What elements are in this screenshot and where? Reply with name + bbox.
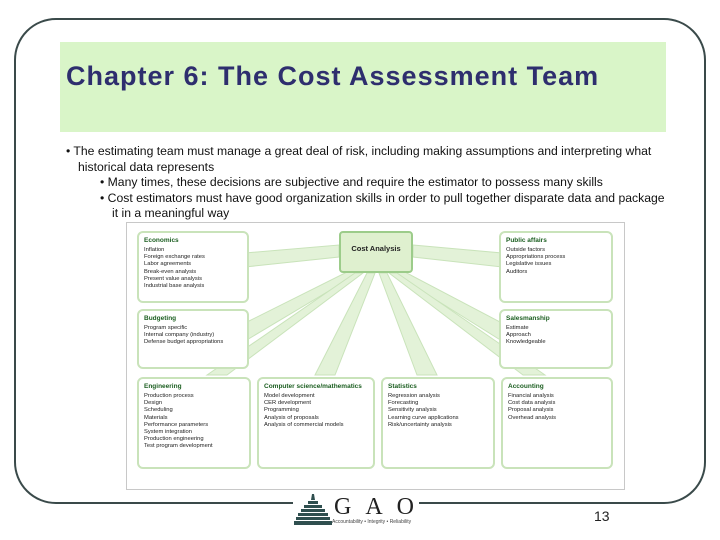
box-item: Analysis of commercial models (264, 421, 344, 428)
box-title: Engineering (144, 383, 182, 390)
box-item: Design (144, 400, 163, 407)
box-item: Model development (264, 393, 315, 399)
slide-title: Chapter 6: The Cost Assessment Team (66, 61, 600, 91)
box-engineering (137, 377, 251, 469)
box-item: Overhead analysis (508, 414, 557, 421)
connector-arrow (245, 245, 339, 267)
box-item: Analysis of proposals (264, 414, 319, 421)
box-title: Economics (144, 237, 179, 244)
box-title: Public affairs (506, 237, 547, 244)
box-economics (137, 231, 249, 303)
box-item: Inflation (144, 247, 165, 253)
box-item: Industrial base analysis (144, 283, 205, 290)
box-item: Foreign exchange rates (144, 254, 205, 261)
bullet-main: • The estimating team must manage a great deal of risk, including making assumptions and interpreting what historical data represents (66, 144, 652, 174)
center-cost-analysis: Cost Analysis (339, 231, 413, 273)
box-item: Knowledgeable (506, 339, 546, 346)
sub-bullet: • Many times, these decisions are subjective and require the estimator to possess many skills (100, 175, 603, 189)
box-item: Approach (506, 332, 531, 339)
box-item: Proposal analysis (508, 407, 554, 414)
box-title: Salesmanship (506, 315, 550, 322)
box-item: Learning curve applications (388, 414, 459, 421)
gao-logo-text: GAO (334, 494, 428, 520)
box-item: CER development (264, 400, 312, 407)
box-accounting (501, 377, 613, 469)
box-item: Cost data analysis (508, 400, 556, 407)
box-public-affairs (499, 231, 613, 303)
box-item: System integration (144, 429, 193, 436)
box-item: Financial analysis (508, 393, 554, 399)
box-item: Programming (264, 407, 299, 414)
box-item: Appropriations process (506, 254, 566, 261)
box-item: Estimate (506, 325, 529, 331)
page-number: 13 (594, 508, 610, 524)
box-item: Internal company (industry) (144, 332, 215, 339)
box-item: Regression analysis (388, 393, 440, 399)
box-item: Auditors (506, 268, 528, 275)
box-item: Performance parameters (144, 421, 209, 428)
sub-bullet: • Cost estimators must have good organization skills in order to pull together disparate data and package it in a meaningful way (100, 190, 665, 220)
connector-arrow (413, 245, 502, 267)
box-item: Outside factors (506, 247, 545, 253)
box-item: Legislative issues (506, 261, 552, 268)
box-item: Program specific (144, 325, 188, 331)
box-salesmanship (499, 309, 613, 369)
body-text (66, 144, 666, 222)
box-computer-science (257, 377, 375, 469)
box-item: Defense budget appropriations (144, 339, 224, 346)
cost-analysis-diagram (126, 222, 625, 490)
box-title: Accounting (508, 383, 544, 390)
box-item: Test program development (144, 443, 213, 450)
gao-tagline: Accountability • Integrity • Reliability (332, 519, 412, 525)
box-item: Scheduling (144, 407, 173, 414)
box-item: Labor agreements (144, 261, 192, 268)
box-item: Production process (144, 393, 194, 399)
box-title: Budgeting (144, 315, 177, 322)
box-item: Production engineering (144, 436, 204, 443)
box-item: Break-even analysis (144, 268, 197, 275)
box-statistics (381, 377, 495, 469)
box-title: Computer science/mathematics (264, 383, 362, 390)
box-item: Materials (144, 414, 168, 421)
box-title: Statistics (388, 383, 417, 390)
box-item: Risk/uncertainty analysis (388, 421, 452, 428)
box-budgeting (137, 309, 249, 369)
box-item: Sensitivity analysis (388, 407, 437, 414)
box-item: Forecasting (388, 400, 419, 407)
box-item: Present value analysis (144, 275, 202, 282)
